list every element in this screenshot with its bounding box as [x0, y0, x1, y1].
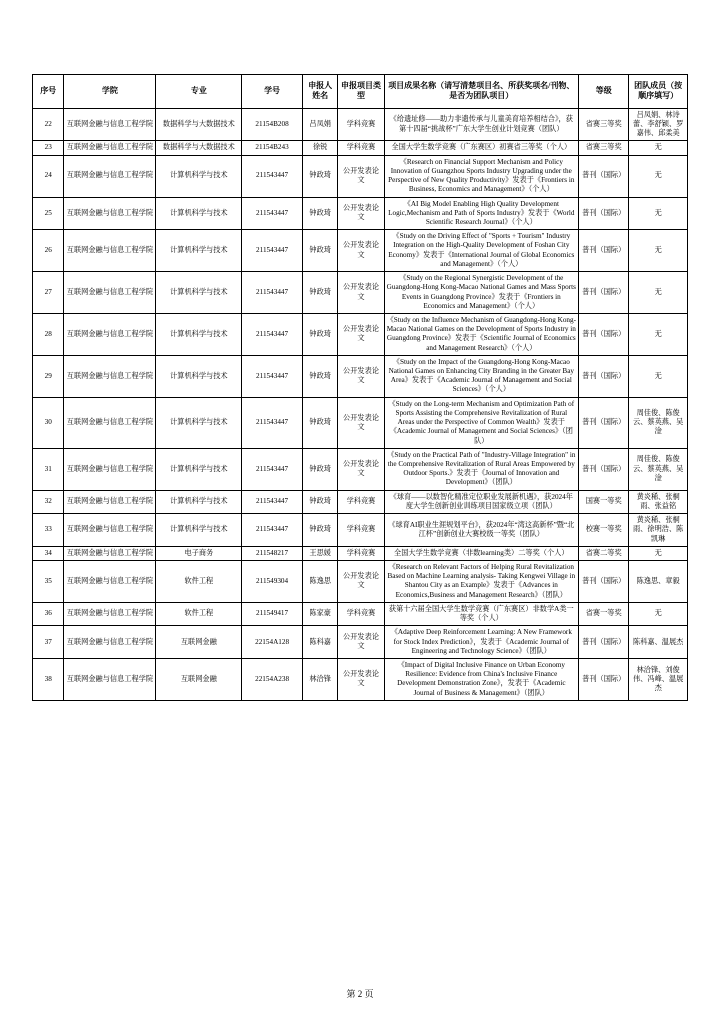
header-student-id: 学号	[242, 75, 303, 109]
cell-team-members: 无	[629, 230, 688, 272]
cell-college: 互联网金融与信息工程学院	[64, 490, 156, 513]
cell-college: 互联网金融与信息工程学院	[64, 546, 156, 560]
table-row	[33, 602, 688, 625]
cell-major: 计算机科学与技术	[156, 197, 242, 230]
cell-seq: 29	[33, 355, 64, 397]
cell-application-type: 公开发表论文	[338, 155, 384, 197]
table-row	[33, 155, 688, 197]
cell-team-members: 林洽锋、刘俊伟、冯峰、温展杰	[629, 658, 688, 700]
table-row	[33, 514, 688, 547]
table-row	[33, 448, 688, 490]
cell-achievement-title: 全国大学生数学竞赛（非数learning类）二等奖（个人）	[384, 546, 579, 560]
table-header	[33, 75, 688, 109]
cell-major: 计算机科学与技术	[156, 355, 242, 397]
cell-college: 互联网金融与信息工程学院	[64, 230, 156, 272]
cell-college: 互联网金融与信息工程学院	[64, 448, 156, 490]
cell-applicant-name: 钟政琦	[302, 155, 338, 197]
cell-application-type: 学科竞赛	[338, 141, 384, 155]
cell-level: 普刊（国际）	[579, 313, 629, 355]
cell-level: 普刊（国际）	[579, 155, 629, 197]
cell-college: 互联网金融与信息工程学院	[64, 141, 156, 155]
cell-major: 计算机科学与技术	[156, 272, 242, 314]
cell-seq: 25	[33, 197, 64, 230]
header-major: 专业	[156, 75, 242, 109]
cell-team-members: 无	[629, 141, 688, 155]
cell-student-id: 22154A128	[242, 626, 303, 659]
cell-achievement-title: 《Study on the Driving Effect of "Sports + Tourism" Industry Integration on the High-Quality Development of Foshan City Economy》发表于《International Journal of Global Economics and Management》（个人）	[384, 230, 579, 272]
cell-level: 普刊（国际）	[579, 626, 629, 659]
cell-achievement-title: 《球育AI职业生涯规划平台》，获2024年“湾这高新杯”暨“北江杯”创新创业大赛校级一等奖（团队）	[384, 514, 579, 547]
achievements-table	[32, 74, 688, 701]
cell-achievement-title: 《Research on Financial Support Mechanism and Policy Innovation of Guangzhou Sports Industry Upgrading under the Perspective of New Quality Productivity》发表于《Frontiers in Business, Economics and Management》（个人）	[384, 155, 579, 197]
cell-application-type: 学科竞赛	[338, 546, 384, 560]
cell-student-id: 211543447	[242, 155, 303, 197]
cell-major: 互联网金融	[156, 658, 242, 700]
cell-college: 互联网金融与信息工程学院	[64, 514, 156, 547]
cell-major: 软件工程	[156, 560, 242, 602]
cell-team-members: 无	[629, 355, 688, 397]
table-row	[33, 560, 688, 602]
cell-student-id: 211543447	[242, 230, 303, 272]
table-row	[33, 658, 688, 700]
cell-applicant-name: 吕凤娟	[302, 108, 338, 141]
cell-application-type: 学科竞赛	[338, 514, 384, 547]
cell-seq: 35	[33, 560, 64, 602]
cell-seq: 30	[33, 397, 64, 448]
cell-applicant-name: 钟政琦	[302, 230, 338, 272]
cell-student-id: 211543447	[242, 490, 303, 513]
cell-achievement-title: 《Study on the Impact of the Guangdong-Hong Kong-Macao National Games on Enhancing City Branding in the Greater Bay Area》发表于《Academic Journal of Management and Social Sciences》（个人）	[384, 355, 579, 397]
cell-student-id: 211543447	[242, 397, 303, 448]
cell-team-members: 周佳俊、陈俊云、蔡英燕、吴淦	[629, 397, 688, 448]
cell-college: 互联网金融与信息工程学院	[64, 155, 156, 197]
cell-applicant-name: 钟政琦	[302, 397, 338, 448]
cell-level: 普刊（国际）	[579, 230, 629, 272]
cell-seq: 36	[33, 602, 64, 625]
cell-student-id: 211549304	[242, 560, 303, 602]
cell-application-type: 学科竞赛	[338, 490, 384, 513]
cell-major: 计算机科学与技术	[156, 448, 242, 490]
cell-major: 互联网金融	[156, 626, 242, 659]
cell-applicant-name: 钟政琦	[302, 313, 338, 355]
cell-team-members: 黄炎稀、张桐雨、张益铭	[629, 490, 688, 513]
header-seq: 序号	[33, 75, 64, 109]
cell-application-type: 公开发表论文	[338, 658, 384, 700]
cell-application-type: 公开发表论文	[338, 197, 384, 230]
cell-student-id: 22154A238	[242, 658, 303, 700]
cell-college: 互联网金融与信息工程学院	[64, 658, 156, 700]
cell-team-members: 无	[629, 155, 688, 197]
cell-level: 普刊（国际）	[579, 560, 629, 602]
header-achievement-title: 项目成果名称（请写清楚项目名、所获奖项名/刊物、是否为团队项目）	[384, 75, 579, 109]
table-row	[33, 626, 688, 659]
cell-level: 普刊（国际）	[579, 658, 629, 700]
cell-level: 普刊（国际）	[579, 448, 629, 490]
cell-student-id: 211548217	[242, 546, 303, 560]
cell-seq: 26	[33, 230, 64, 272]
cell-level: 省赛二等奖	[579, 546, 629, 560]
header-application-type: 申报项目类型	[338, 75, 384, 109]
cell-application-type: 公开发表论文	[338, 448, 384, 490]
cell-applicant-name: 钟政琦	[302, 448, 338, 490]
cell-application-type: 公开发表论文	[338, 626, 384, 659]
cell-seq: 32	[33, 490, 64, 513]
cell-applicant-name: 钟政琦	[302, 514, 338, 547]
cell-college: 互联网金融与信息工程学院	[64, 355, 156, 397]
cell-seq: 28	[33, 313, 64, 355]
cell-seq: 22	[33, 108, 64, 141]
cell-team-members: 周佳俊、陈俊云、蔡英燕、吴淦	[629, 448, 688, 490]
cell-level: 省赛三等奖	[579, 141, 629, 155]
table-row	[33, 397, 688, 448]
cell-student-id: 211543447	[242, 197, 303, 230]
cell-applicant-name: 王思媛	[302, 546, 338, 560]
cell-achievement-title: 《AI Big Model Enabling High Quality Development Logic,Mechanism and Path of Sports Industry》发表于《World Scientific Research Journal》（个人）	[384, 197, 579, 230]
cell-college: 互联网金融与信息工程学院	[64, 272, 156, 314]
cell-major: 计算机科学与技术	[156, 313, 242, 355]
cell-college: 互联网金融与信息工程学院	[64, 197, 156, 230]
cell-level: 省赛一等奖	[579, 602, 629, 625]
cell-team-members: 陈逸思、章毅	[629, 560, 688, 602]
cell-major: 计算机科学与技术	[156, 155, 242, 197]
cell-seq: 34	[33, 546, 64, 560]
cell-college: 互联网金融与信息工程学院	[64, 626, 156, 659]
header-team-members: 团队成员（按顺序填写）	[629, 75, 688, 109]
cell-student-id: 21154B243	[242, 141, 303, 155]
cell-achievement-title: 《给遗址修——助力非遗传承与儿童美育培养相结合》，获第十四届“挑战杯”广东大学生创业计划竞赛（团队）	[384, 108, 579, 141]
table-row	[33, 197, 688, 230]
cell-achievement-title: 《球育——以数智化精准定位职业发展新机遇》，获2024年度大学生创新创业训练项目国家级立项（团队）	[384, 490, 579, 513]
cell-seq: 27	[33, 272, 64, 314]
cell-major: 计算机科学与技术	[156, 490, 242, 513]
cell-student-id: 211543447	[242, 272, 303, 314]
cell-applicant-name: 钟政琦	[302, 490, 338, 513]
table-body	[33, 108, 688, 700]
cell-major: 数据科学与大数据技术	[156, 141, 242, 155]
cell-seq: 31	[33, 448, 64, 490]
cell-major: 电子商务	[156, 546, 242, 560]
table-row	[33, 141, 688, 155]
cell-level: 普刊（国际）	[579, 272, 629, 314]
table-row	[33, 546, 688, 560]
cell-level: 普刊（国际）	[579, 355, 629, 397]
cell-applicant-name: 林洽锋	[302, 658, 338, 700]
cell-application-type: 公开发表论文	[338, 272, 384, 314]
cell-achievement-title: 《Study on the Influence Mechanism of Guangdong-Hong Kong-Macao National Games on the Development of Sports Industry in Guangdong Province》发表于《Scientific Journal of Economics and Management Research》（个人）	[384, 313, 579, 355]
cell-seq: 38	[33, 658, 64, 700]
cell-application-type: 公开发表论文	[338, 355, 384, 397]
cell-application-type: 学科竞赛	[338, 602, 384, 625]
cell-student-id: 211543447	[242, 514, 303, 547]
cell-student-id: 211543447	[242, 448, 303, 490]
cell-major: 数据科学与大数据技术	[156, 108, 242, 141]
cell-student-id: 21154B208	[242, 108, 303, 141]
cell-college: 互联网金融与信息工程学院	[64, 108, 156, 141]
header-level: 等级	[579, 75, 629, 109]
cell-application-type: 公开发表论文	[338, 397, 384, 448]
cell-applicant-name: 陈科嘉	[302, 626, 338, 659]
cell-achievement-title: 全国大学生数学竞赛（广东赛区）初赛省三等奖（个人）	[384, 141, 579, 155]
table-row	[33, 272, 688, 314]
cell-achievement-title: 《Research on Relevant Factors of Helping Rural Revitalization Based on Machine Learning analysis- Taking Kengwei Village in Shantou City as an Example》发表于《Advances in Economics,Business and Management Research》（团队）	[384, 560, 579, 602]
cell-student-id: 211543447	[242, 313, 303, 355]
cell-college: 互联网金融与信息工程学院	[64, 397, 156, 448]
cell-application-type: 学科竞赛	[338, 108, 384, 141]
cell-applicant-name: 钟政琦	[302, 272, 338, 314]
table-row	[33, 313, 688, 355]
cell-team-members: 吕凤娟、林诗蕾、李舒颖、罗嘉伟、邱柔美	[629, 108, 688, 141]
cell-achievement-title: 获第十六届全国大学生数学竞赛（广东赛区）非数学A类一等奖（个人）	[384, 602, 579, 625]
cell-college: 互联网金融与信息工程学院	[64, 560, 156, 602]
cell-level: 普刊（国际）	[579, 197, 629, 230]
cell-major: 计算机科学与技术	[156, 230, 242, 272]
header-college: 学院	[64, 75, 156, 109]
cell-student-id: 211543447	[242, 355, 303, 397]
table-header-row	[33, 75, 688, 109]
page-footer: 第 2 页	[346, 989, 374, 999]
cell-seq: 24	[33, 155, 64, 197]
table-row	[33, 108, 688, 141]
cell-team-members: 陈科嘉、温展杰	[629, 626, 688, 659]
cell-team-members: 无	[629, 602, 688, 625]
table-row	[33, 355, 688, 397]
cell-applicant-name: 陈逸思	[302, 560, 338, 602]
cell-team-members: 黄炎稀、张桐雨、徐明浩、陈凯琳	[629, 514, 688, 547]
cell-achievement-title: 《Study on the Long-term Mechanism and Optimization Path of Sports Assisting the Comprehensive Revitalization of Rural Areas under the Perspective of Common Wealth》发表于《Academic Journal of Management and Social Sciences》（团队）	[384, 397, 579, 448]
cell-achievement-title: 《Study on the Regional Synergistic Development of the Guangdong-Hong Kong-Macao National Games and Mass Sports Events in Guangdong Province》发表于《Frontiers in Economics and Management》（个人）	[384, 272, 579, 314]
cell-achievement-title: 《Adaptive Deep Reinforcement Learning: A New Framework for Stock Index Prediction》，发表于《Academic Journal of Engineering and Technology Science》（团队）	[384, 626, 579, 659]
cell-level: 普刊（国际）	[579, 397, 629, 448]
cell-team-members: 无	[629, 272, 688, 314]
cell-team-members: 无	[629, 313, 688, 355]
table-row	[33, 490, 688, 513]
cell-team-members: 无	[629, 546, 688, 560]
cell-level: 国赛一等奖	[579, 490, 629, 513]
header-applicant-name: 申报人姓名	[302, 75, 338, 109]
cell-major: 软件工程	[156, 602, 242, 625]
cell-level: 省赛三等奖	[579, 108, 629, 141]
cell-level: 校赛一等奖	[579, 514, 629, 547]
cell-applicant-name: 钟政琦	[302, 197, 338, 230]
cell-student-id: 211549417	[242, 602, 303, 625]
cell-applicant-name: 陈家豪	[302, 602, 338, 625]
cell-team-members: 无	[629, 197, 688, 230]
cell-major: 计算机科学与技术	[156, 514, 242, 547]
cell-achievement-title: 《Impact of Digital Inclusive Finance on Urban Economy Resilience: Evidence from China's Inclusive Finance Development Demonstration Zone》，发表于《Academic Journal of Business & Management》（团队）	[384, 658, 579, 700]
cell-application-type: 公开发表论文	[338, 560, 384, 602]
table-row	[33, 230, 688, 272]
cell-seq: 37	[33, 626, 64, 659]
cell-college: 互联网金融与信息工程学院	[64, 602, 156, 625]
cell-application-type: 公开发表论文	[338, 230, 384, 272]
cell-applicant-name: 徐锐	[302, 141, 338, 155]
cell-seq: 23	[33, 141, 64, 155]
cell-applicant-name: 钟政琦	[302, 355, 338, 397]
cell-application-type: 公开发表论文	[338, 313, 384, 355]
cell-college: 互联网金融与信息工程学院	[64, 313, 156, 355]
cell-seq: 33	[33, 514, 64, 547]
cell-major: 计算机科学与技术	[156, 397, 242, 448]
cell-achievement-title: 《Study on the Practical Path of "Industry-Village Integration" in the Comprehensive Revitalization of Rural Areas Empowered by Outdoor Sports.》发表于《Journal of Innovation and Development》（团队）	[384, 448, 579, 490]
